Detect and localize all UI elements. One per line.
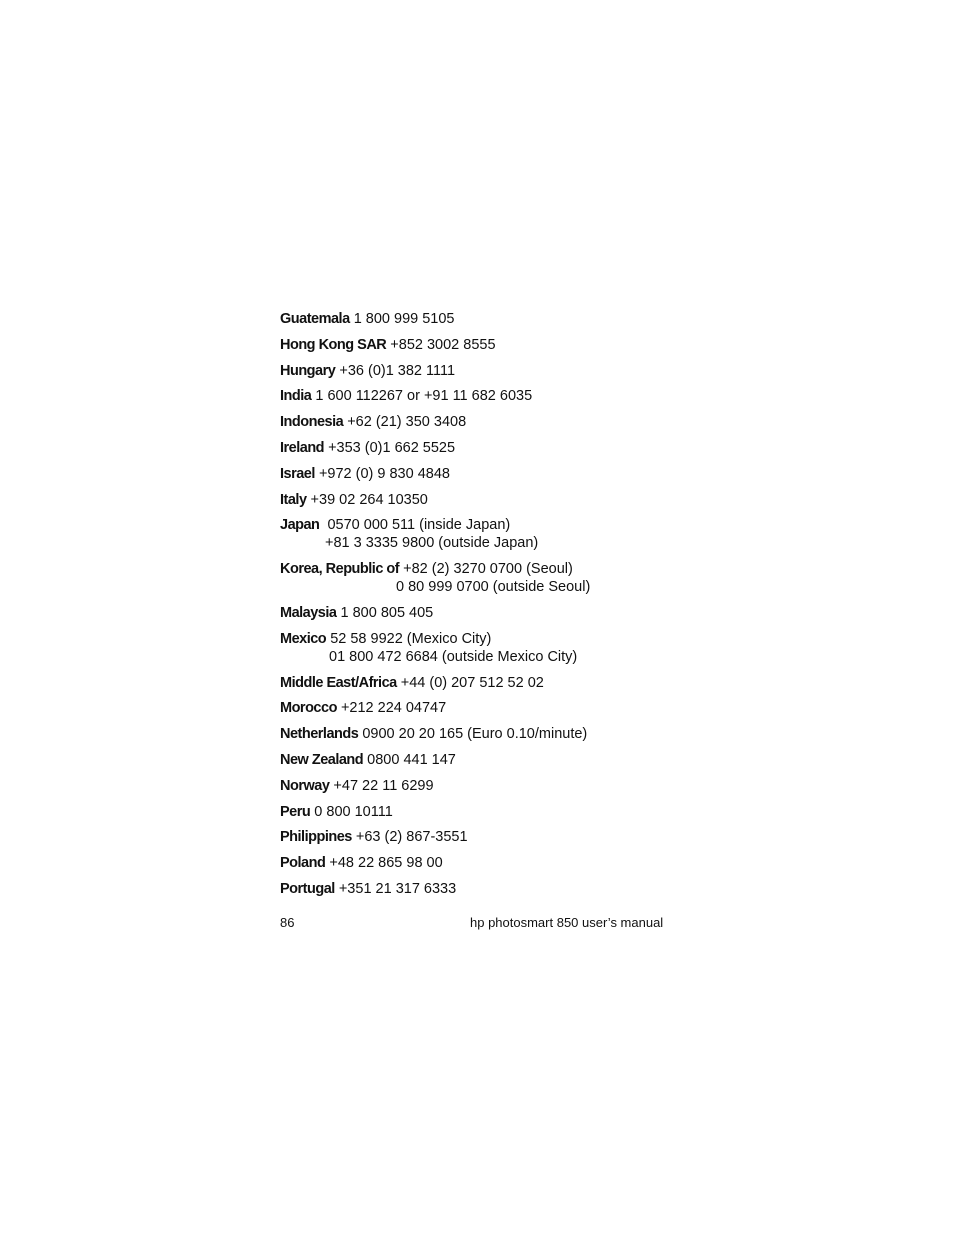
country-name: Poland [280, 855, 326, 872]
phone-number: +212 224 04747 [340, 700, 447, 717]
phone-number: 0900 20 20 165 (Euro 0.10/minute) [362, 726, 588, 743]
list-item-japan [280, 516, 740, 552]
list-item-netherlands [280, 725, 740, 743]
country-name: Italy [280, 491, 307, 508]
support-phone-list [280, 310, 740, 906]
list-item-mexico [280, 630, 740, 666]
list-item-indonesia [280, 413, 740, 431]
phone-number: 0 800 10111 [314, 803, 393, 820]
country-name: Philippines [280, 829, 352, 846]
country-name: Hungary [280, 362, 336, 379]
country-name: Malaysia [280, 604, 337, 621]
list-item-malaysia [280, 604, 740, 622]
phone-number: 1 800 805 405 [340, 604, 434, 621]
phone-number: +36 (0)1 382 1111 [339, 362, 456, 379]
list-item-hungary [280, 362, 740, 380]
manual-title: hp photosmart 850 user’s manual [470, 915, 664, 930]
list-item-hong-kong [280, 336, 740, 354]
country-name: Norway [280, 777, 330, 794]
phone-number-secondary: 0 80 999 0700 (outside Seoul) [396, 579, 591, 596]
phone-number: 1 600 112267 or +91 11 682 6035 [315, 388, 533, 405]
phone-number: +47 22 11 6299 [333, 777, 434, 794]
phone-number: +39 02 264 10350 [310, 491, 428, 508]
list-item-philippines [280, 828, 740, 846]
phone-number: +353 (0)1 662 5525 [328, 439, 456, 456]
country-name: Netherlands [280, 726, 359, 743]
country-name: Japan [280, 517, 320, 534]
phone-number: +63 (2) 867-3551 [355, 829, 468, 846]
country-name: Korea, Republic of [280, 561, 400, 578]
country-name: Hong Kong SAR [280, 336, 387, 353]
list-item-norway [280, 777, 740, 795]
list-item-peru [280, 803, 740, 821]
list-item-portugal [280, 880, 740, 898]
list-item-new-zealand [280, 751, 740, 769]
list-item-italy [280, 491, 740, 509]
country-name: New Zealand [280, 751, 364, 768]
country-name: Ireland [280, 439, 325, 456]
country-name: Indonesia [280, 414, 344, 431]
country-name: Peru [280, 803, 311, 820]
phone-number: 0800 441 147 [367, 751, 456, 768]
phone-number: +82 (2) 3270 0700 (Seoul) [403, 561, 573, 578]
country-name: India [280, 388, 312, 405]
list-item-guatemala [280, 310, 740, 328]
country-name: Mexico [280, 630, 327, 647]
country-name: Portugal [280, 880, 335, 897]
list-item-israel [280, 465, 740, 483]
phone-number: 0570 000 511 (inside Japan) [327, 517, 511, 534]
phone-number: +852 3002 8555 [390, 336, 496, 353]
list-item-ireland [280, 439, 740, 457]
country-name: Middle East/Africa [280, 674, 397, 691]
phone-number: 1 800 999 5105 [353, 311, 455, 327]
country-name: Morocco [280, 700, 337, 717]
phone-number: 52 58 9922 (Mexico City) [330, 630, 492, 647]
list-item-poland [280, 854, 740, 872]
country-name: Guatemala [280, 311, 350, 327]
phone-number: +972 (0) 9 830 4848 [318, 465, 450, 482]
list-item-korea [280, 560, 740, 596]
list-item-morocco [280, 699, 740, 717]
list-item-india [280, 387, 740, 405]
phone-number-secondary: 01 800 472 6684 (outside Mexico City) [329, 648, 578, 665]
list-item-middle-east-africa [280, 674, 740, 692]
phone-number: +62 (21) 350 3408 [347, 414, 467, 431]
phone-number: +351 21 317 6333 [338, 880, 457, 897]
phone-number-secondary: +81 3 3335 9800 (outside Japan) [325, 535, 539, 552]
phone-number: +44 (0) 207 512 52 02 [400, 674, 544, 691]
phone-number: +48 22 865 98 00 [329, 855, 443, 872]
page-number: 86 [280, 915, 295, 930]
country-name: Israel [280, 465, 315, 482]
